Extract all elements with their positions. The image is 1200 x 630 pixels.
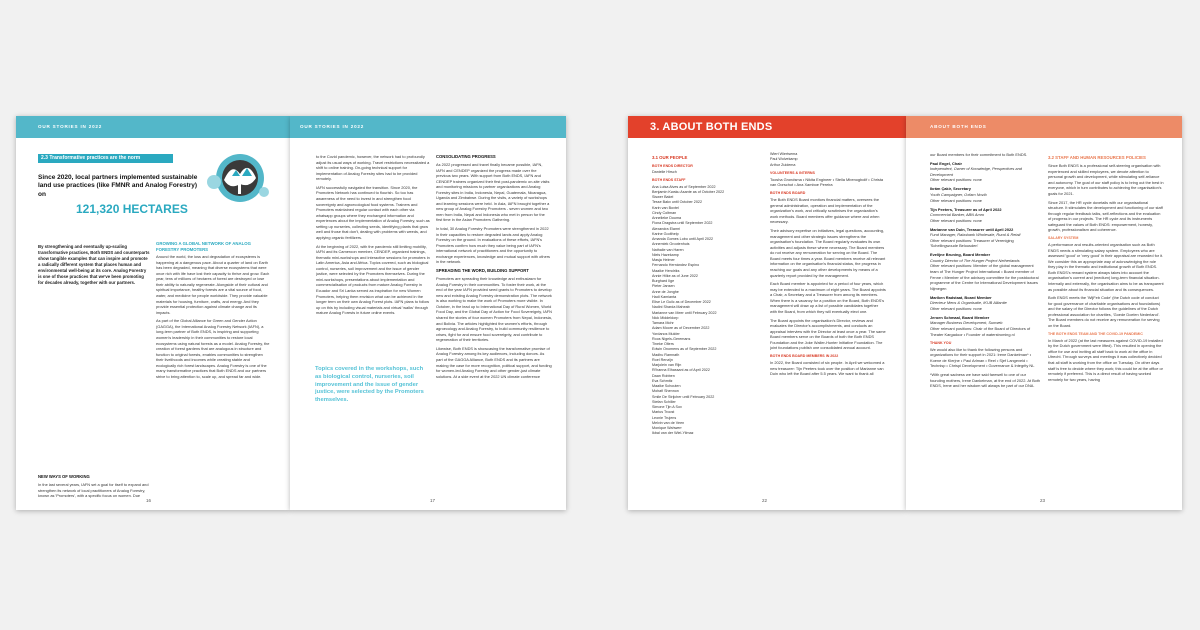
staff-member: Marianne van Meer until February 2022 <box>652 310 717 315</box>
paragraph: In 2022, the Board consisted of six people. In April we welcomed a new treasurer: Tijn Peeters took over the position of Marianne van Duin who left the Board after 5.5 years. We want to thank all <box>770 360 885 377</box>
board-member-role: Directeur Mens & Organisatie, IKUB Alliantie <box>930 300 1007 306</box>
staff-member: Karin van Boxtel <box>652 205 679 210</box>
staff-member: Ana Luisa Alves as of September 2022 <box>652 184 716 189</box>
board-member-name: Tijn Peeters, Treasurer as of April 2022 <box>930 206 1002 212</box>
staff-member: Roel Renzijn <box>652 357 673 362</box>
paragraph: As 2022 progressed and travel finally became possible, IAFN, IAFN and CENDEP organized the progress made over the previous two years. With support from Both ENDS, IAFN and CENDEP trainers organized their first post-pandemic on-site visits and monitoring missions to partner organizations and Analog Forestry sites in India, Indonesia, Nepal, Guatemala, Nicaragua, Uganda and Zimbabwe. During the visits, a variety of workshops and learning sessions were held. In Asia, IAFN brought together a new group of Analog Forestry Promoters - seven women and two men from India, Nepal and Indonesia who met in person for the first time in the Asian Promoters Gathering. <box>436 161 550 223</box>
staff-member: Maaike Hendriks <box>652 268 680 273</box>
staff-member: Nathalie van Haren <box>652 247 684 252</box>
page17-column-1 <box>316 154 430 322</box>
page-header-band <box>290 116 566 138</box>
paragraph: The Both ENDS Board monitors financial matters, oversees the general administration, operation and implementation of the organization's work, and critically scrutinises the organization's work methods. Board members offer guidance where and when necessary. <box>770 197 880 225</box>
board-member-role: Independent, Owner of Knowledge, Perspectives and Development <box>930 166 1022 177</box>
staff-member: Fiona Dragstra until September 2022 <box>652 221 713 226</box>
board-member <box>930 161 1042 183</box>
lead-statement: Since 2020, local partners implemented sustainable land use practices (like FMNR and Analog Forestry) on <box>38 174 198 198</box>
running-header: OUR STORIES IN 2022 <box>300 124 365 129</box>
section-heading: CONSOLIDATING PROGRESS <box>436 154 496 159</box>
board-member-role: Commercial Banker, ABN Amro <box>930 212 985 218</box>
staff-member: Edwin Onomens as of September 2022 <box>652 347 717 352</box>
paragraph: *With great sadness we have said farewell to one of our founding mothers, Irene Dankelman, at the end of 2022. At Both ENDS, Irene and her wisdom will always be part of our DNA. <box>930 372 1041 389</box>
staff-member: Annie Hilke as of June 2022 <box>652 273 698 278</box>
staff-member: Arthur Zuidema <box>770 162 796 167</box>
subheading: THE BOTH ENDS TEAM AND THE COVID-19 PANDEMIC <box>1048 331 1143 336</box>
staff-member: Fernando Hernández Espino <box>652 263 700 268</box>
running-header: ABOUT BOTH ENDS <box>930 124 987 129</box>
section-heading: 3.2 STAFF AND HUMAN RESOURCES POLICIES <box>1048 155 1146 160</box>
page-16 <box>16 116 290 510</box>
paragraph: As part of the Global Alliance for Green and Gender Action (GAGGA), the International Analog Forestry Network (IAFN), a long-term partner of Both ENDS, is inspiring and supporting women's leadership in their communities to restore local ecosystems using natural forests as a model. Analog Forestry, the creation of forest gardens that are analogous in structure and function to original forests, enables communities to strengthen their livelihoods and incomes while creating stable and ecologically rich forest landscapes. Analog Forestry is one of the many transformative practices that Both ENDS and our partners strive to bring attention to, scale up, and spread far and wide. <box>156 318 270 379</box>
intro-paragraph: By strengthening and eventually up-scaling transformative practices, Both ENDS and counterparts show tangible examples that can inspire and promote a radically different system that places human and environmental well-being at its core. Analog Forestry is one of those practices that we've been promoting for decades already, together with our partners. <box>38 244 150 286</box>
paragraph: We would also like to thank the following persons and organizations for their support in 2021: Irene Dankelman* • Koene de Klerjne • Paul Arlman • Reel • Sjef Langeveld • Technisp • Chrispi Development • Governance & Integrity NL <box>930 346 1035 369</box>
board-member-name: Evelijne Bruning, Board Member <box>930 252 991 258</box>
page-number: 23 <box>1040 498 1046 503</box>
staff-member: Elise Le Guilc as of December 2022 <box>652 300 711 305</box>
staff-member: Amanda Gomes Lobo until April 2022 <box>652 237 714 242</box>
paragraph: In March of 2022 (at the last measures against COVID-19 installed by the Dutch government were lifted). This resulted in opening the office for use and inviting all staff back to work at the office in Utrecht. Through surveys and meetings it was collectively decided that all staff is working from the office on Tuesday. On other days staff is free to decide where they work; this could be at the office or remotely if preferred. This is a direct result of having worked remotely for two years, having <box>1048 337 1163 382</box>
paragraph: A performance and results-oriented organisation such as Both ENDS needs a stimulating salary system. Employees who are assessed 'good' or 'very good' in their appraisal are rewarded for it. We consider this an appropriate way of acknowledging the role they play in the thematic and institutional growth of Both ENDS. Both ENDS's reward system always takes into account the organisation's current and (medium) long-term financial situation. Internally and externally, the organisation aims to be as transparent as possible about its financial situation and its consequences. <box>1048 242 1164 292</box>
page23-column-2 <box>1048 152 1164 496</box>
staff-member: Benjamin Kwaku Asante as of October 2022 <box>652 189 725 194</box>
paragraph: Likewise, Both ENDS is showcasing the transformative promise of Analog Forestry among its key audiences, including donors. As part of the GAGGA Alliance, Both ENDS and its partners are making the case for more recognition, political support, and funding for women-led Analog Forestry and other gender-just climate solutions. At a side event at the 2022 UN climate conference <box>436 345 552 379</box>
board-member <box>930 295 1042 312</box>
staff-member: Maaike Schouten <box>652 384 681 389</box>
paragraph: Since Both ENDS is a professional self-steering organisation with experienced and skilled employees, we devote attention to personal growth and development, while stimulating self-reliance and autonomy. The goal of our staff policy is to bring out the best in everyone, which in turn contributes to achieving the organisation's goals for 2021. <box>1048 163 1164 196</box>
board-member <box>930 207 1042 224</box>
staff-list <box>652 185 764 437</box>
left-filler <box>38 326 150 486</box>
staff-member: Simone Tjin A Sox <box>652 405 682 410</box>
page-number: 17 <box>430 498 436 503</box>
paragraph: IAFN successfully navigated the transition. Since 2020, the Promoters Network has continued to flourish. So too has awareness of the need to invest in and strengthen food sovereignty and agroecological food systems. Trainers and Promoters maintained regular contact with each other via whatsapp groups where they exchanged information and experiences about the implementation of Analog Forestry, such as setting up nurseries, collecting seeds, identifying plants that grow well and those that don't, dealing with problems with weeds, and applying organic fertilizers. <box>316 184 430 240</box>
pull-quote: Topics covered in the workshops, such as biological control, nurseries, soil improvement and the issue of gender justice, were selected by the Promoters themselves. <box>315 366 424 404</box>
board-member-other: Other relevant positions: none <box>930 217 982 223</box>
staff-member: Siswer Bakel <box>652 195 674 200</box>
staff-list-continued <box>770 152 886 168</box>
staff-member: Melvin van de Veen <box>652 420 685 425</box>
page-header-band <box>628 116 906 138</box>
staff-member: Ikbal van der Wiel-Yilmaz <box>652 431 694 436</box>
staff-member: Daan Robben <box>652 373 675 378</box>
staff-member: Wiert Wiertsema <box>770 152 798 156</box>
page17-column-2 <box>436 151 552 496</box>
paragraph: Both ENDS meets the 'WijFeb Code' (the Dutch code of conduct for good governance of charitable organisations and foundations) and the salary of the Director follows the guidelines of the Dutch professional association for charities, 'Goede Doelen Nederland'. The Board members do not receive any remuneration for serving on the Board. <box>1048 295 1161 328</box>
board-member-name: Paul Engel, Chair <box>930 160 962 166</box>
board-member-name: Marianne van Duin, Treasurer until April 2022 <box>930 226 1014 232</box>
staff-member: Nadini Sharda Maheab <box>652 305 690 310</box>
hectares-figure: 121,320 HECTARES <box>76 202 188 216</box>
subheading: VOLUNTEERS & INTERNS <box>770 170 815 175</box>
board-member <box>930 315 1042 337</box>
subheading: BOTH ENDS BOARD <box>770 191 806 196</box>
staff-member: Alexandra Elamri <box>652 226 681 231</box>
page-22 <box>628 116 906 510</box>
running-header: OUR STORIES IN 2022 <box>38 124 103 129</box>
board-member-role: Country Director of The Hunger Project Netherlands <box>930 257 1020 263</box>
staff-member: Yordanos Mulder <box>652 331 680 336</box>
board-member-other: Other relevant positions: none <box>930 305 982 311</box>
staff-member: Marjolein van Rijn <box>652 363 682 368</box>
page22-column-2 <box>770 152 886 496</box>
page23-column-1 <box>930 152 1042 496</box>
staff-member: Annemiek Grootenhuis <box>652 242 690 247</box>
page-header-band <box>16 116 290 138</box>
page16-column <box>156 238 270 498</box>
director-name: Danielle Hirsch <box>652 170 677 175</box>
page-header-band <box>906 116 1182 138</box>
board-member-other: Other relevant positions: Treasurer of Vereniging 'Schellingwoude Belousden' <box>930 237 1014 249</box>
paragraph: to the Covid pandemic, however, the network had to profoundly adjust its usual ways of working. Travel restrictions necessitated a shift to online training. On-going technical support for implementation of Analog Forestry sites had to be provided remotely. <box>316 154 430 182</box>
staff-member: Mohafi Shennon <box>652 389 679 394</box>
board-member-other: Other relevant positions: none <box>930 197 982 203</box>
staff-member: Niels Hazekamp <box>652 252 679 257</box>
staff-member: Anne de Jonghe <box>652 289 679 294</box>
board-member-name: Mariken Radstaat, Board Member <box>930 294 992 300</box>
subheading: BOTH ENDS STAFF <box>652 178 686 183</box>
chapter-title: 3. ABOUT BOTH ENDS <box>650 121 773 133</box>
paragraph: At the beginning of 2022, with the pandemic still limiting mobility, IAFN and its Cameroon member, CENDEP, organized trainings, thematic mini-workshops and interactive sessions for promoters in Latin America, Asia and Africa. Topics covered, such as biological control, nurseries, soil improvement and the issue of gender justice, were selected by the Promoters themselves. During the mini-workshops, presentations about implementation and commercialisation of products from mature Analog Forestry in Ecuador and Sri Lanka served as inspiration for new Women Promoters, helping them envision what can be achieved in the longer term on their own Analog Forest plots. IAFN plans to follow up on this by including visual materials and virtual 'walks' through mature Analog Forests in future online events. <box>316 243 430 316</box>
paragraph: In the last several years, IAFN set a goal for itself to expand and strengthen its network of local practitioners of Analog Forestry, known as 'Promoters', with a specific focus on women. Due <box>38 481 149 498</box>
board-member-other: Other relevant positions: none <box>930 177 982 183</box>
paragraph: In total, 30 Analog Forestry Promoters were strengthened in 2022 in their capacities to restore degraded lands and apply Analog Forestry on the ground. In evaluations of these efforts, IAFN's Promoters confirm how much they value being part of IAFN's international network of practitioners and the opportunity to exchange experiences, knowledge and mutual support with others in the network. <box>436 226 550 265</box>
staff-member: Hadi Kamianta <box>652 294 677 299</box>
paragraph: Promoters are spreading their knowledge and enthusiasm for Analog Forestry in their communities. To foster their work, at the end of the year IAFN provided seed grants to Promoters to develop new and existing Analog Forestry demonstration plots. The network is also working to make the work of Promoters more visible. In October, in the lead up to International Day of Rural Women, World Food Day, and the Global Day of Action for Food Sovereignty, IAFN shared the stories of four women Promoters from Nepal, Indonesia, and Bolivia. The articles highlighted the women's efforts, through agroecology and Analog Forestry, to build community resilience to crises, fight for and ensure food sovereignty, and contribute to regeneration of their territories. <box>436 276 552 343</box>
section-heading: SPREADING THE WORD, BUILDING SUPPORT <box>436 268 529 274</box>
staff-member: Nick Middeldorp <box>652 315 679 320</box>
section-title: 2.3 Transformative practices are the norm <box>38 154 173 163</box>
staff-member: Pieter Jansen <box>652 284 675 289</box>
staff-member: Tamara Mohr <box>652 321 674 326</box>
board-member-role: Youth Campaigner, Oxfam Novib <box>930 191 987 197</box>
tree-illustration-icon <box>202 152 274 206</box>
subheading: SALARY SYSTEM <box>1048 236 1079 241</box>
staff-member: Karine Godthelp <box>652 231 679 236</box>
paragraph: Since 2017, the HR cycle dovetails with our organisational structure. It stimulates the development and functioning of our staff through regular feedback talks, self-reflections and the evaluation of progress in our projects. The HR cycle and its instruments safeguard the values of Both ENDS: empowerment, honesty, growth, professionalism and coherence. <box>1048 199 1163 233</box>
paragraph: Around the world, the loss and degradation of ecosystems is happening at a dangerous pace. About a quarter of land on Earth has been degraded, meaning that diverse ecosystems that were once rich with life have lost their capacity to thrive and grow. Each year, tens of millions of hectares of forest are destroyed or lose their ability to naturally regenerate. Alongside of their cultural and spiritual importance, healthy forests are a vital source of food, water, and medicine for people worldwide. They provide valuable materials for housing, furniture, crafts, and energy. And they provide essential protection against climate change and its impacts. <box>156 254 270 315</box>
paragraph: Each Board member is appointed for a period of four years, which may be extended to a maximum of eight years. The Board appoints a Chair, a Secretary and a Treasurer from among its members. When there is a vacancy for a position on the Board, Both ENDS's management will draw up a list of possible candidates together with the Board, from which they will eventually elect one. <box>770 281 886 314</box>
staff-member: Leonie Trujens <box>652 415 677 420</box>
staff-member: Paul Wolvekamp <box>770 157 798 162</box>
paragraph: our Board members for their commitment to Both ENDS. <box>930 152 1028 157</box>
section-heading: NEW WAYS OF WORKING <box>38 474 90 479</box>
staff-member: Annelieke Douma <box>652 216 682 221</box>
staff-member: Madhu Ramnath <box>652 352 680 357</box>
staff-member: Masja Helmer <box>652 258 675 263</box>
board-member-other: Other relevant positions: Member of the global management team of The Hunger Project International • Board member of Fenne • Member of the advisory committee for the postdoctoral programme of the Centre for International Development Issues Nijmegen <box>930 263 1039 291</box>
board-member-role: Manager Business Development, Sunweb <box>930 320 1003 326</box>
board-member <box>930 186 1042 203</box>
section-heading: GROWING A GLOBAL NETWORK OF ANALOG FORESTRY PROMOTERS <box>156 241 251 252</box>
volunteers-list: Toosha Grondsma • Nikita Engineer • Stella Mbenogbolif • Christa van Oorschot • Ana Xamboe Pereira <box>770 176 884 188</box>
board-member <box>930 227 1042 249</box>
board-member-other: Other relevant positions: Chair of the Board of Directors of Theater Kargadoor • Founder of waterstroming.nl <box>930 325 1031 337</box>
staff-member: Monique Wahwerr <box>652 426 682 431</box>
page22-column-1 <box>652 152 764 496</box>
paragraph: Their advisory expertise on initiatives, legal questions, accounting, management and other strategic issues strengthens the organisation's foundation. The Board regularly evaluates its own activities and adjusts these where necessary. The Board members do not receive any remuneration for serving on the Board. The Board meets four times a year. Board members receive all relevant information on the organisation's financial status, the progress in reaching our goals and any other developments by means of a quarterly report provided by the management. <box>770 228 886 278</box>
page16-left-column <box>38 474 150 498</box>
staff-member: Tineke Olters <box>652 342 674 347</box>
staff-member: Burghard Ilge <box>652 279 675 284</box>
staff-member: Cindy Coltman <box>652 210 677 215</box>
page-number: 22 <box>762 498 768 503</box>
page-23 <box>906 116 1182 510</box>
subheading: BOTH ENDS DIRECTOR <box>652 164 693 169</box>
staff-member: Marius Troost <box>652 410 675 415</box>
board-member <box>930 252 1042 291</box>
paragraph: The Board appoints the organisation's Director, reviews and evaluates the Director's accomplishments, and conducts an appraisal interview with the Director at least once a year. The same Board members serve on the Boards of both the Both ENDS Foundation and the Joke Waller-Hunter Initiative Foundation. The joint foundations publish one consolidated annual account. <box>770 317 886 351</box>
staff-member: Stefan Schiller <box>652 399 676 404</box>
board-member-role: Fund Manager, Rabobank Wholesale, Rural & Retail <box>930 232 1021 238</box>
subheading: THANK YOU <box>930 340 952 345</box>
board-member-list <box>930 161 1042 337</box>
staff-member: Smile De Strijcher until February 2022 <box>652 394 715 399</box>
staff-member: Tesse Bakx until October 2022 <box>652 200 703 205</box>
staff-member: Eva Schmitz <box>652 378 673 383</box>
page-number: 16 <box>146 498 152 503</box>
page-17 <box>290 116 566 510</box>
staff-member: Adam Moore as of December 2022 <box>652 326 710 331</box>
board-member-name: Jeroen Schmaal, Board Member <box>930 314 990 320</box>
subheading: BOTH ENDS BOARD MEMBERS IN 2022 <box>770 354 839 359</box>
staff-member: Roos Nigels-Geremans <box>652 336 691 341</box>
section-heading: 3.1 OUR PEOPLE <box>652 155 688 160</box>
staff-member: Ri'hanna Elhassani as of April 2022 <box>652 368 710 373</box>
board-member-name: Ikrâm Çakir, Secretary <box>930 186 971 192</box>
